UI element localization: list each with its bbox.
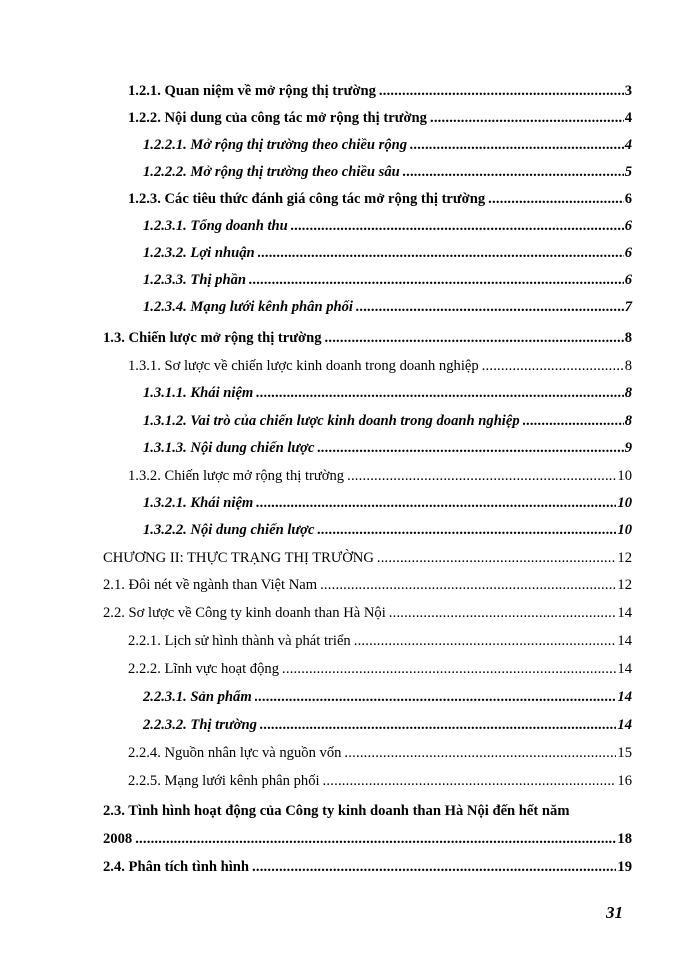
toc-leader: [317, 520, 616, 540]
toc-entry: [128, 189, 632, 209]
toc-leader: [320, 575, 616, 595]
toc-entry-title: 1.3.2. Chiến lược mở rộng thị trường: [128, 468, 345, 484]
toc-entry-title: 2.3. Tình hình hoạt động của Công ty kinh doanh than Hà Nội đến hết năm: [103, 803, 570, 819]
toc-entry-title: 1.2.3.4. Mạng lưới kênh phân phối: [143, 299, 353, 315]
toc-entry-page: 8: [624, 358, 632, 374]
toc-entry: [128, 466, 632, 486]
toc-entry: [143, 216, 632, 236]
toc-leader: [135, 829, 616, 849]
toc-entry-title: 1.2.3.2. Lợi nhuận: [143, 245, 255, 261]
toc-entry-wrapped-line2: [103, 829, 632, 849]
toc-entry: [103, 603, 632, 623]
toc-entry-page: 14: [617, 605, 632, 621]
toc-entry: [143, 715, 632, 735]
toc-leader: [255, 687, 617, 707]
toc-entry-page: 10: [617, 495, 632, 511]
toc-entry-page: 18: [617, 831, 632, 847]
toc-entry: [128, 659, 632, 679]
toc-entry-title: 2.2.1. Lịch sử hình thành và phát triển: [128, 633, 351, 649]
toc-entry-title: 1.2.2.2. Mở rộng thị trường theo chiều sâu: [143, 164, 400, 180]
toc-entry-page: 8: [624, 330, 632, 346]
toc-entry-page: 7: [624, 299, 632, 315]
toc-leader: [317, 438, 623, 458]
toc-entry: [103, 857, 632, 877]
toc-entry-wrapped-line1: [103, 801, 632, 821]
toc-entry-title: 2.2.3.1. Sản phẩm: [143, 689, 252, 705]
toc-leader: [260, 715, 617, 735]
toc-entry-title: 1.2.2. Nội dung của công tác mở rộng thị trường: [128, 110, 427, 126]
toc-entry-title: 1.3.1.2. Vai trò của chiến lược kinh doanh trong doanh nghiệp: [143, 413, 520, 429]
toc-leader: [282, 659, 616, 679]
toc-leader: [482, 356, 624, 376]
toc-entry-page: 14: [617, 661, 632, 677]
toc-leader: [347, 466, 616, 486]
toc-leader: [323, 771, 617, 791]
toc-entry-page: 9: [624, 440, 632, 456]
toc-leader: [258, 243, 624, 263]
toc-entry: [143, 297, 632, 317]
toc-entry-title: 1.2.3.1. Tổng doanh thu: [143, 218, 288, 234]
toc-leader: [389, 603, 617, 623]
toc-entry: [128, 771, 632, 791]
toc-leader: [249, 270, 624, 290]
toc-entry-title: 1.3.1. Sơ lược về chiến lược kinh doanh trong doanh nghiệp: [128, 358, 479, 374]
toc-entry: [128, 81, 632, 101]
toc-entry-title: 1.2.2.1. Mở rộng thị trường theo chiều rộng: [143, 137, 408, 153]
toc-entry-page: 15: [617, 745, 632, 761]
toc-entry-page: 10: [617, 522, 632, 538]
toc-entry-title: 1.3.1.1. Khái niệm: [143, 385, 254, 401]
toc-entry: [143, 162, 632, 182]
toc-entry: [143, 438, 632, 458]
toc-leader: [256, 493, 616, 513]
toc-entry: [128, 108, 632, 128]
toc-entry-page: 12: [617, 550, 632, 566]
toc-entry-page: 19: [617, 859, 632, 875]
toc-entry: [143, 493, 632, 513]
toc-entry-page: 6: [624, 218, 632, 234]
toc-entry-page: 14: [617, 717, 632, 733]
toc-entry-title: 1.3.2.1. Khái niệm: [143, 495, 254, 511]
toc-entry: [143, 270, 632, 290]
toc-entry-page: 3: [624, 83, 632, 99]
toc-entry-title: 1.3. Chiến lược mở rộng thị trường: [103, 330, 322, 346]
toc-entry-page: 5: [624, 164, 632, 180]
toc-leader: [377, 548, 617, 568]
toc-entry: [143, 135, 632, 155]
toc-entry-page: 4: [624, 137, 632, 153]
toc-entry: [143, 411, 632, 431]
toc-entry: [128, 356, 632, 376]
toc-leader: [356, 297, 624, 317]
toc-entry: [143, 243, 632, 263]
toc-entry-page: 10: [617, 468, 632, 484]
toc-entry-title: 2.2.3.2. Thị trường: [143, 717, 257, 733]
toc-leader: [410, 135, 624, 155]
toc-entry: [103, 328, 632, 348]
toc-entry-title: 2.1. Đôi nét về ngành than Việt Nam: [103, 577, 318, 593]
toc-entry-title: 1.3.2.2. Nội dung chiến lược: [143, 522, 315, 538]
toc-entry: [103, 575, 632, 595]
toc-leader: [256, 383, 623, 403]
toc-entry: [143, 520, 632, 540]
toc-entry: [103, 548, 632, 568]
toc-entry: [143, 383, 632, 403]
toc-entry-title: 1.2.3. Các tiêu thức đánh giá công tác mở rộng thị trường: [128, 191, 486, 207]
toc-leader: [523, 411, 624, 431]
toc-entry-title: 1.3.1.3. Nội dung chiến lược: [143, 440, 315, 456]
toc-entry-title: 2.2. Sơ lược về Công ty kinh doanh than Hà Nội: [103, 605, 386, 621]
page-number: 31: [606, 903, 623, 922]
toc-entry-page: 14: [617, 689, 632, 705]
toc-leader: [403, 162, 624, 182]
toc-entry-page: 4: [624, 110, 632, 126]
toc-entry-page: 6: [624, 272, 632, 288]
toc-entry-title: 2.2.4. Nguồn nhân lực và nguồn vốn: [128, 745, 342, 761]
toc-entry-page: 16: [617, 773, 632, 789]
toc-entry: [128, 743, 632, 763]
toc-entry-page: 6: [624, 245, 632, 261]
toc-entry-title: 2.2.2. Lĩnh vực hoạt động: [128, 661, 279, 677]
toc-entry: [128, 631, 632, 651]
toc-leader: [252, 857, 616, 877]
toc-entry-title: 2.2.5. Mạng lưới kênh phân phối: [128, 773, 320, 789]
toc-entry-page: 8: [624, 413, 632, 429]
toc-entry: [143, 687, 632, 707]
toc-entry-title: 2.4. Phân tích tình hình: [103, 859, 249, 875]
toc-entry-title: 1.2.1. Quan niệm về mở rộng thị trường: [128, 83, 376, 99]
toc-leader: [430, 108, 624, 128]
toc-entry-title: CHƯƠNG II: THỰC TRẠNG THỊ TRƯỜNG: [103, 550, 374, 566]
toc-leader: [488, 189, 624, 209]
toc-leader: [354, 631, 617, 651]
toc-leader: [291, 216, 624, 236]
toc-entry-page: 6: [624, 191, 632, 207]
toc-leader: [325, 328, 624, 348]
toc-entry-title: 1.2.3.3. Thị phần: [143, 272, 246, 288]
toc-entry-page: 8: [624, 385, 632, 401]
toc-leader: [344, 743, 616, 763]
toc-entry-page: 12: [617, 577, 632, 593]
toc-entry-title: 2008: [103, 831, 133, 847]
toc-entry-page: 14: [617, 633, 632, 649]
toc-leader: [379, 81, 624, 101]
